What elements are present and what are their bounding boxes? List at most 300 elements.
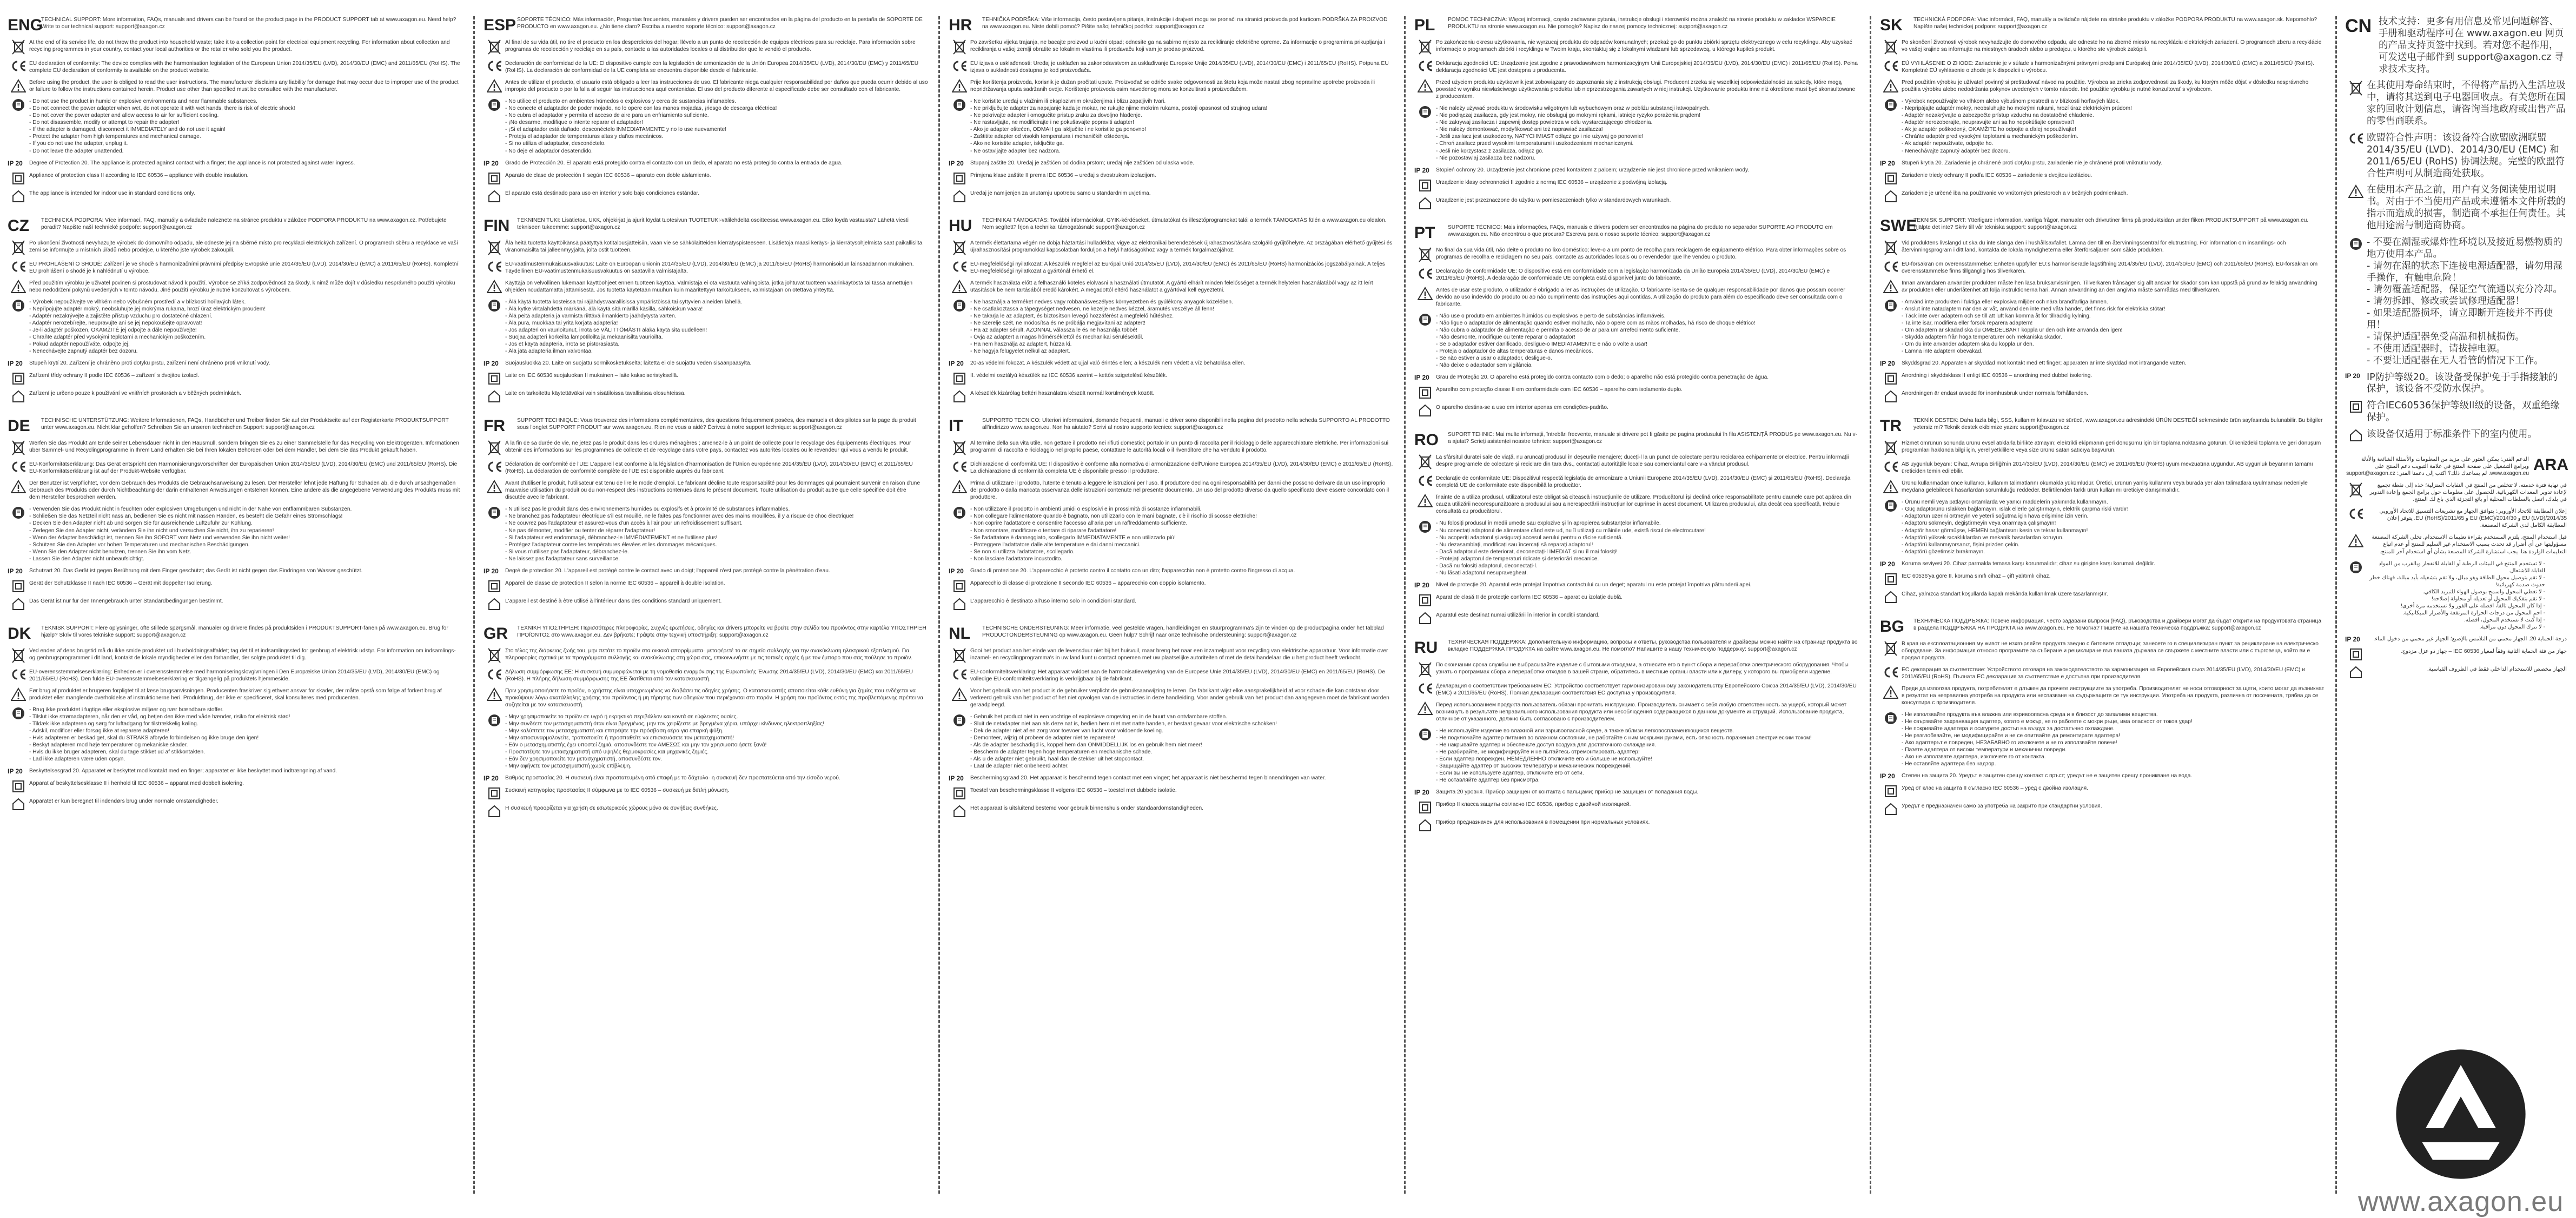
recycling-text: Gooi het product aan het einde van de levensduur niet bij het huisvuil, maar breng het naar een inzamelpunt voor recycling van elektrische apparatuur. Voor informatie over inzamel- en recyclingprogramma's in uw land kunt u contact opnemen met uw plaatselijke autoriteiten of met de detailhandelaar die u het product heeft verkocht. [970,647,1388,661]
column-4 [1414,16,1859,846]
manual-icon [8,299,29,313]
safety-list-item: - Výrobok nepoužívajte vo vlhkom alebo výbušnom prostredí a v blízkosti horľavých látok. [1902,98,2325,105]
section-row [8,687,462,701]
indoor-text: L'appareil est destiné à être utilisé à l'intérieur dans des conditions standard uniquement. [505,598,722,604]
safety-list-item: - Не используйте изделие во влажной или взрывоопасной среде, а также вблизи легковоспламеняющихся веществ. [1436,727,1859,734]
class-text: Gerät der Schutzklasse II nach IEC 60536 – Gerät mit doppelter Isolierung. [29,580,213,586]
safety-list-item: - Non coprire l'adattatore e consentire l'accesso all'aria per un raffreddamento sufficiente. [970,520,1393,527]
section-row [1414,475,1859,489]
safety-list-item: - لا تترك المحول دون مراقبة. [2367,624,2545,631]
safety-list-item: - ¡No desarme, modifique o intente reparar el adaptador! [505,119,928,126]
ip-row [949,567,1393,575]
class-text: Aparat de clasă II de protecție conform IEC 60536 – aparat cu izolație dublă. [1436,594,1623,600]
safety-list-item: - Älä jätä adapteria ilman valvontaa. [505,348,928,355]
section-row [484,580,928,593]
safety-list-item: - Μην χρησιμοποιείτε το προϊόν σε υγρό ή εκρηκτικό περιβάλλον και κοντά σε εύφλεκτες ουσίες. [505,713,928,720]
safety-list-item: - Ak adaptér nepoužívate, odpojte ho. [1902,140,2325,147]
weee-bin-icon [2345,482,2367,498]
safety-list-item: - No conecte el adaptador de poder mojado, no lo opere con las manos mojadas, ¡riesgo de descarga eléctrica! [505,105,928,112]
indoor-text: Urządzenie jest przeznaczone do użytku w pomieszczeniach tylko w standardowych warunkach. [1436,197,1671,203]
class-text: Laite on IEC 60536 suojaluokan II mukainen – laite kaksoiseristyksellä. [505,373,678,379]
section-row [484,805,928,818]
section-row [1414,594,1859,607]
ip20-icon: IP 20 [2345,372,2360,380]
safety-list [29,506,462,562]
warning-triangle-icon [2345,534,2367,548]
section-row [949,580,1393,593]
language-section-ro [1414,431,1859,625]
safety-list-row [949,506,1393,562]
ce-mark-icon [8,461,29,473]
recycling-text: At the end of its service life, do not throw the product into household waste; take it to a collection point for electrical equipment recycling. For information about collection and recycling programmes in your country, contact your local authorities or the retailer who sold you the product. [29,39,450,53]
ip-text: IP防护等级20。该设备受保护免于手指接触的保护，该设备不受防水保护。 [2367,372,2558,395]
class-text: Уред от клас на защита II съгласно IEC 60536 – уред с двойна изолация. [1902,785,2088,792]
manual-icon [1880,499,1902,513]
class-ii-icon [1414,801,1436,814]
section-row [484,39,928,55]
ip-row [484,775,928,782]
safety-list-item: - Protejați adaptorul de temperaturi ridicate și deteriorări mecanice. [1436,555,1859,562]
safety-list-item: - Не използвайте продукта във влажна или взривоопасна среда и в близост до запалими вещества. [1902,711,2325,718]
safety-list-item: - Do not cover the power adapter and allow access to air for sufficient cooling. [29,112,462,119]
axagon-logo [2390,1044,2531,1184]
class-text: Apparat af beskyttelsesklasse II i henhold til IEC 60536 – apparat med dobbelt isolering. [29,780,244,787]
section-row [1880,390,2325,403]
indoor-house-icon [1414,197,1436,210]
weee-bin-icon [1414,247,1436,263]
website-url: www.axagon.eu [2358,1186,2564,1217]
indoor-text: Laite on tarkoitettu käytettäväksi vain sisätiloissa tavallisissa olosuhteissa. [505,390,686,397]
ip-row [484,360,928,367]
safety-list-row [949,98,1393,154]
safety-list-row [1880,98,2325,154]
section-row [949,60,1393,74]
safety-list-item: - Ne branchez pas l'adaptateur électrique s'il est mouillé, ne le faites pas fonctionner avec des mains mouillées, il y a risque de choc électrique! [505,513,928,520]
section-row [8,798,462,811]
section-row [2345,482,2567,503]
recycling-text: No final da sua vida útil, não deite o produto no lixo doméstico; leve-o a um ponto de recolha para reciclagem de equipamento elétrico. Para obter informações sobre os programas de recolha e reciclagem no seu país, contacte as autoridades locais ou o revendedor que lhe vendeu o produto. [1436,247,1846,260]
section-row [2345,508,2567,529]
safety-list-item: - Do not connect the power adapter when wet, do not operate it with wet hands, there is risk of electric shock! [29,105,462,112]
weee-bin-icon [8,240,29,256]
indoor-house-icon [2345,429,2367,442]
manual-icon [8,706,29,720]
warning-triangle-icon [484,280,505,294]
safety-list-item: - Nie należy używać produktu w środowisku wilgotnym lub wybuchowym oraz w pobliżu substancji łatwopalnych. [1436,105,1859,112]
section-header [484,417,928,435]
section-header [1414,639,1859,657]
language-code: FIN [484,216,510,235]
safety-list-row [484,506,928,562]
safety-list-item: - Не накрывайте адаптер и обеспечьте доступ воздуха для достаточного охлаждения. [1436,742,1859,749]
safety-list-item: - Ne pokrivajte adapter i omogućite pristup zraku za dovoljno hlađenje. [970,112,1393,119]
conformity-text: EU izjava o usklađenosti: Uređaj je usklađen sa zakonodavstvom za usklađivanje Europske Unije 2014/35/EU (LVD), 2014/30/EU (EMC) i 2011/65/EU (RoHS). Potpuna EU izjava o sukladnosti dostupna je kod proizvođača. [970,61,1389,74]
ce-mark-icon [484,668,505,680]
language-section-bg [1880,618,2325,816]
safety-list-item: - Proteja o adaptador de altas temperaturas e danos mecânicos. [1436,348,1859,355]
section-row [949,461,1393,475]
safety-list-item: - Nu folosiți produsul în medii umede sau explozive și în apropierea substanțelor inflamabile. [1436,520,1859,527]
indoor-house-icon [1414,612,1436,625]
safety-list [29,98,462,154]
manual-icon [949,98,970,112]
ce-mark-icon [949,668,970,680]
indoor-text: Uređaj je namijenjen za unutarnju upotrebu samo u standardnim uvjetima. [970,190,1151,196]
safety-list-item: - Se não estiver a usar o adaptador, desligue-o. [1436,355,1859,362]
safety-list-item: - Ha nem használja az adaptert, húzza ki. [970,341,1393,348]
safety-list-item: - Adaptör hasar görmüşse, HEMEN bağlantısını kesin ve tekrar kullanmayın! [1902,527,2325,534]
safety-list-item: - No utilice el producto en ambientes húmedos o explosivos y cerca de sustancias inflamables. [505,98,928,105]
ce-mark-icon [8,261,29,273]
safety-list-item: - Nie należy demontować, modyfikować ani też naprawiać zasilacza! [1436,126,1859,133]
safety-list-item: - Lassen Sie den Adapter nicht unbeaufsichtigt. [29,555,462,562]
support-text: TECHNICKÁ PODPORA: Viac informácií, FAQ, manuály a ovládače nájdete na stránke produktu v záložke PODPORA PRODUKTU na www.axagon.sk. Nepomohlo? Napíšte našej technickej podpore: support@axagon.cz [1913,17,2317,30]
class-ii-icon [484,172,505,185]
safety-list-item: - Ne szerelje szét, ne módosítsa és ne próbálja megjavítani az adaptert! [970,320,1393,327]
safety-list-item: - Verwenden Sie das Produkt nicht in feuchten oder explosiven Umgebungen und nicht in der Nähe von entflammbaren Substanzen. [29,506,462,513]
safety-list [1902,711,2325,767]
safety-list [1902,499,2325,555]
section-row [8,580,462,593]
class-text: II. védelmi osztályú készülék az IEC 60536 szerint – kettős szigetelésű készülék. [970,373,1168,379]
support-text: TECHNICAL SUPPORT: More information, FAQs, manuals and drivers can be found on the product page in the PRODUCT SUPPORT tab at www.axagon.eu. Need help? Write to our technical support: support@axagon.cz [41,17,456,30]
class-ii-icon [1880,573,1902,586]
section-header [1880,618,2325,636]
section-row [8,461,462,475]
safety-list-item: - Ak je adaptér poškodený, OKAMŽITE ho odpojte a ďalej nepoužívajte! [1902,126,2325,133]
section-row [1880,60,2325,74]
manual-icon [1880,711,1902,725]
ce-mark-icon [1414,60,1436,72]
class-ii-icon [8,372,29,385]
ip-text: Skyddsgrad 20. Apparaten är skyddad mot kontakt med ett finger; apparaten är inte skyddad mot inträngande vatten. [1902,360,2187,367]
recycling-text: Al termine della sua vita utile, non gettare il prodotto nei rifiuti domestici; portalo in un punto di raccolta per il riciclaggio delle apparecchiature elettriche. Per informazioni sui programmi di raccolta e riciclaggio nel proprio paese, contattare le autorità locali o il rivenditore che ha venduto il prodotto. [970,440,1388,454]
column-6 [2345,16,2567,693]
class-ii-icon [8,172,29,185]
safety-list-item: - Älä peitä adapteria ja varmista riittävä ilmankierto jäähdytystä varten. [505,313,928,320]
safety-list-item: - Jeśli zasilacz jest uszkodzony, NATYCHMIAST odłącz go i nie używaj go ponownie! [1436,133,1859,140]
ip-text: Stupanj zaštite 20. Uređaj je zaštićen od dodira prstom; uređaj nije zaštićen od ulaska vode. [970,160,1194,166]
safety-list-row [1414,313,1859,369]
recycling-text: Al final de su vida útil, no tire el producto en los desperdicios del hogar; llévelo a un punto de recolección de equipos eléctricos para su reciclaje. Para información sobre programas de recolección y reciclaje en su país, contacte a las autoridades locales o al distribuidor que le vendió el producto. [505,39,916,53]
class-text: Appareil de classe de protection II selon la norme IEC 60536 – appareil à double isolation. [505,580,725,586]
section-row [1880,172,2325,185]
safety-list-item: - Se non si utilizza l'adattatore, scollegarlo. [970,548,1393,555]
safety-list-item: - Schützen Sie den Adapter vor hohen Temperaturen und mechanischen Beschädigungen. [29,541,462,548]
safety-list-row [949,713,1393,770]
section-row [2345,648,2567,661]
class-text: 符合IEC60536保护等级II级的设备，双重绝缘保护。 [2367,400,2560,423]
section-header [484,217,928,235]
language-code: ARA [2533,456,2568,474]
section-row [8,280,462,294]
safety-list-item: - Tildæk ikke adapteren og sørg for luftadgang for tilstrækkelig køling. [29,720,462,727]
safety-list-item: - Adaptörün üzerini örtmeyin ve yeterli soğutma için hava erişimine izin verin. [1902,513,2325,520]
safety-list-item: - Ne takarja le az adaptert, és biztosítson levegő hozzáférést a megfelelő hűtéshez. [970,313,1393,320]
manual-icon [1414,105,1436,119]
column-2 [484,16,928,832]
language-code: RU [1414,638,1438,657]
recycling-text: Po skončení životnosti výrobok nevyhadzujte do domového odpadu, ale odneste ho na zberné miesto na recykláciu elektrických zariadení. O programoch zberu a recyklácie vo vašej krajine sa informujte na miestnych úradoch alebo u predajcu, u ktorého ste výrobok zakúpili. [1902,39,2322,53]
ip20-icon: IP 20 [1880,159,1895,167]
manual-icon [484,98,505,112]
section-row [1880,261,2325,275]
recycling-text: A termék élettartama végén ne dobja háztartási hulladékba; vigye az elektronikai berendezések újrahasznosítására szolgáló gyűjtőhelyre. Az országában elérhető gyűjtési és újrahasznosítási programokkal kapcsolatban forduljon a helyi hatóságokhoz vagy a termék forgalmazójához. [970,240,1393,253]
ip-row [8,767,462,775]
safety-list-item: - Ако не използвате адаптера, изключете го от контакта. [1902,753,2325,760]
safety-list-item: - Ne koristite uređaj u vlažnim ili eksplozivnim okruženjima i blizu zapaljivih tvari. [970,98,1393,105]
safety-list-item: - 请保护适配器免受高温和机械损伤。 [2367,332,2567,343]
section-row [949,598,1393,611]
class-ii-icon [1880,785,1902,798]
section-row [949,261,1393,275]
ip-row [1414,167,1859,174]
safety-list-item: - Je-li adaptér poškozen, OKAMŽITĚ jej odpojte a dále nepoužívejte! [29,327,462,334]
ce-mark-icon [1880,261,1902,273]
section-row [1880,480,2325,494]
recycling-text: Älä heitä tuotetta käyttöikänsä päätyttyä kotitalousjätteisiin, vaan vie se sähkölaitteiden kierrätyspisteeseen. Lisätietoja maasi keräys- ja kierrätysohjelmista saat paikallisilta viranomaisilta tai jälleenmyyjältä, jolta ostit tuotteen. [505,240,923,253]
safety-list-item: - Älä kytke virtalähdettä märkänä, älä käytä sitä märillä käsillä, sähköiskun vaara! [505,306,928,313]
warning-triangle-icon [484,79,505,93]
ce-mark-icon [8,60,29,72]
safety-list-item: - Protect the adapter from high temperatures and mechanical damage. [29,133,462,140]
language-section-de [8,417,462,611]
warning-text: Înainte de a utiliza produsul, utilizatorul este obligat să citească instrucțiunile de utilizare. Producătorul își declină orice responsabilitate pentru daunele care pot apărea din cauza utilizării necorespunzătoare a produsului sau a nerespectării instrucțiunilor cuprinse în acest document. Utilizarea produsului, alta decât cea specificată, trebuie consultată cu producătorul. [1436,494,1851,515]
safety-list-item: - Si vous n'utilisez pas l'adaptateur, débranchez-le. [505,548,928,555]
safety-list-row [484,299,928,355]
safety-list-item: - 请勿覆盖适配器，保证空气流通以充分冷却。 [2367,284,2567,296]
section-row [1414,683,1859,697]
safety-list-item: - Ne csatlakoztassa a tápegységet nedvesen, ne kezelje nedves kézzel, áramütés veszélye áll fenn! [970,306,1393,313]
conformity-text: EU PROHLÁŠENÍ O SHODĚ: Zařízení je ve shodě s harmonizačními právními předpisy Evropské unie 2014/35/EU (LVD), 2014/30/EU (EMC) a 2011/65/EU (RoHS). Kompletní EU prohlášení o shodě je k nahlédnutí u výrobce. [29,261,459,274]
ip-row [1880,560,2325,568]
safety-list-item: - Wenn Sie den Adapter nicht benutzen, trennen Sie ihn vom Netz. [29,548,462,555]
section-row [1880,440,2325,456]
ip-text: Grado de Protección 20. El aparato está protegido contra el contacto con un dedo, el aparato no está protegido contra la entrada de agua. [505,160,843,166]
section-row [1414,801,1859,814]
recycling-text: Po zakończeniu okresu użytkowania, nie wyrzucaj produktu do odpadów komunalnych; przekaż go do punktu zbiórki sprzętu elektrycznego w celu recyklingu. Aby uzyskać informacje o programach zbiórki i recyklingu w Twoim kraju, skontaktuj się z lokalnymi władzami lub sprzedawcą, u którego kupiłeś produkt. [1436,39,1852,53]
safety-list-item: - Μην αποσυναρμολογείτε, τροποποιείτε ή προσπαθείτε να επισκευάσετε τον μετασχηματιστή! [505,734,928,742]
indoor-text: Het apparaat is uitsluitend bestemd voor gebruik binnenshuis onder standaardomstandigheden. [970,805,1203,812]
conformity-text: Declarație de conformitate UE: Dispozitivul respectă legislația de armonizare a Uniunii Europene 2014/35/EU (LVD), 2014/30/EU (EMC) și 2011/65/EU (RoHS). Declarația completă UE de conformitate este disponibilă la producător. [1436,475,1851,489]
safety-list-item: - Beskyt adapteren mod høje temperaturer og mekaniske skader. [29,742,462,749]
recycling-text: Po završetku vijeka trajanja, ne bacajte proizvod u kućni otpad; odnesite ga na sabirno mjesto za recikliranje električne opreme. Za informacije o programima prikupljanja i recikliranja u vašoj zemlji obratite se lokalnim vlastima ili prodavaču koji vam je prodao proizvod. [970,39,1385,53]
safety-list-item: - Älä käytä tuotetta kosteissa tai räjähdysvaarallisissa ympäristöissä tai syttyvien aineiden lähellä. [505,299,928,306]
safety-list-item: - Výrobek nepoužívejte ve vlhkém nebo výbušném prostředí a v blízkosti hořlavých látek. [29,299,462,306]
ip-row [8,567,462,575]
warning-text: Avant d'utiliser le produit, l'utilisateur est tenu de lire le mode d'emploi. Le fabricant décline toute responsabilité pour les dommages qui pourraient survenir en raison d'une mauvaise utilisation du produit ou du non-respect des instructions contenues dans le présent document. Toute utilisation du produit autre que celle spécifiée doit être discutée avec le fabricant. [505,480,920,501]
section-row [1414,179,1859,192]
section-row [1414,612,1859,625]
support-text: TECHNIKAI TÁMOGATÁS: További információkat, GYIK-kérdéseket, útmutatókat és illesztőprogramokat talál a termék TÁMOGATÁS fülén a www.axagon.eu oldalon. Nem segített? Írjon a technikai támogatásnak: support@axagon.cz [982,217,1387,230]
section-row [949,39,1393,55]
safety-list-item: - Do not use the product in humid or explosive environments and near flammable substances. [29,98,462,105]
ip-text: 20-as védelmi fokozat. A készülék védett az ujjal való érintés ellen; a készülék nem védett a víz behatolása ellen. [970,360,1246,367]
warning-triangle-icon [2345,184,2367,198]
section-header [1880,217,2325,235]
conformity-text: EU-megfelelőségi nyilatkozat: A készülék megfelel az Európai Unió 2014/35/EU (LVD), 2014/30/EU (EMC) és 2011/65/EU (RoHS) harmonizációs jogszabályainak. A teljes EU-megfelelőségi nyilatkozat a gyártónál érhető el. [970,261,1385,274]
safety-list-item: - Si l'adaptateur est endommagé, débranchez-le IMMÉDIATEMENT et ne l'utilisez plus! [505,534,928,541]
safety-list [970,299,1393,355]
section-header [949,16,1393,34]
ip-row [949,160,1393,167]
indoor-text: Zariadenie je určené iba na používanie vo vnútorných priestoroch a v bežných podmienkach. [1902,190,2128,196]
warning-triangle-icon [8,79,29,93]
section-row [1414,404,1859,417]
class-ii-icon [8,580,29,593]
class-ii-icon [484,580,505,593]
section-row [1414,454,1859,470]
class-ii-icon [1414,179,1436,192]
safety-list-item: - Пазете адаптера от високи температури и механични повреди. [1902,746,2325,753]
recycling-text: 在其使用寿命结束时，不得将产品扔入生活垃圾中，请将其送到电子电器回收点。有关您所在国家的回收计划信息，请咨询当地政府或出售产品的零售商联系。 [2367,80,2566,127]
ip-text: Schutzart 20. Das Gerät ist gegen Berührung mit dem Finger geschützt; das Gerät ist nicht gegen das Eindringen von Wasser geschützt. [29,567,363,574]
safety-list-row [8,506,462,562]
safety-list [2367,237,2567,367]
weee-bin-icon [949,647,970,664]
ce-mark-icon [949,461,970,473]
ip-row [1414,374,1859,381]
section-row [2345,534,2567,555]
language-section-tr [1880,417,2325,604]
language-code: IT [949,417,963,435]
section-row [1414,268,1859,282]
section-row [949,172,1393,185]
safety-list-item: - Не покривайте адаптера и осигурете достъп на въздух за достатъчно охлаждане. [1902,725,2325,732]
indoor-house-icon [8,598,29,611]
section-row [2345,429,2567,442]
safety-list-item: - Nu dezasamblați, modificați sau încercați să reparați adaptorul! [1436,541,1859,548]
safety-list-item: - Chraňte adaptér před vysokými teplotami a mechanickým poškozením. [29,334,462,341]
section-row [1414,494,1859,515]
manual-icon [8,98,29,112]
safety-list-item: - Demonteer, wijzig of probeer de adapter niet te repareren! [970,734,1393,742]
safety-list-item: - Wenn der Adapter beschädigt ist, trennen Sie ihn SOFORT vom Netz und verwenden Sie ihn nicht weiter! [29,534,462,541]
safety-list-item: - Adaptér nerozoberajte, neupravujte ani sa ho nepokúšajte opravovať! [1902,119,2325,126]
indoor-text: Das Gerät ist nur für den Innengebrauch unter Standardbedingungen bestimmt. [29,598,223,604]
language-code: PT [1414,223,1435,242]
safety-list-item: - Adaptörü gözetimsiz bırakmayın. [1902,548,2325,555]
safety-list [505,299,928,355]
safety-list-item: - لا تقم بتفكيك المحول أو تعديله أو محاولة إصلاحه! [2367,595,2545,603]
section-row [1414,197,1859,210]
column-3 [949,16,1393,832]
fold-line [1404,16,1406,1194]
language-section-sk [1880,16,2325,203]
warning-text: Antes de usar este produto, o utilizador é obrigado a ler as instruções de utilização. O fabricante isenta-se de qualquer responsabilidade por danos que possam ocorrer devido ao uso indevido do produto ou ao não cumprimento das instruções aqui contidas. A utilização do produto para além do especificado deve ser consultada com o fabricante. [1436,287,1845,307]
safety-list-item: - Защищайте адаптер от высоких температур и механических повреждений. [1436,763,1859,770]
conformity-text: Deklaracja zgodności UE: Urządzenie jest zgodne z prawodawstwem harmonizacyjnym Unii Europejskiej 2014/35/EU (LVD), 2014/30/EU (EMC) i 2011/65/EU (RoHS). Pełna deklaracja zgodności UE jest dostępna u producenta. [1436,61,1858,74]
safety-list-item: - Adaptér nezakrývejte a zajistěte přístup vzduchu pro dostatečné chlazení. [29,313,462,320]
safety-list-item: - Ако адаптерът е повреден, НЕЗАБАВНО го изключете и не го използвайте повече! [1902,739,2325,746]
indoor-house-icon [484,598,505,611]
ip-text: Grau de Proteção 20. O aparelho está protegido contra contacto com o dedo; o aparelho não está protegido contra penetração de água. [1436,374,1769,381]
conformity-text: Dichiarazione di conformità UE: Il dispositivo è conforme alla normativa di armonizzazione dell'Unione Europea 2014/35/EU (LVD), 2014/30/EU (EMC) e 2011/65/EU (RoHS). La dichiarazione di conformità completa UE è disponibile presso il produttore. [970,461,1393,475]
indoor-house-icon [1880,390,1902,403]
section-header [2345,16,2567,75]
support-text: TECHNISCHE UNTERSTÜTZUNG: Weitere Informationen, FAQs, Handbücher und Treiber finden Sie auf der Produktseite auf der Registerkarte PRODUKTSUPPORT unter www.axagon.eu. Nicht klar geholfen? Schreiben Sie an unseren technischen Support: support@axagon.cz [41,418,449,431]
indoor-text: Apparatet er kun beregnet til indendørs brug under normale omstændigheder. [29,798,218,805]
safety-list-item: - Als de adapter beschadigd is, koppel hem dan ONMIDDELLIJK los en gebruik hem niet meer! [970,742,1393,749]
ce-mark-icon [949,60,970,72]
safety-list-item: - Não desmonte, modifique ou tente reparar o adaptador! [1436,334,1859,341]
section-row [484,647,928,664]
safety-list-row [8,706,462,763]
section-row [1880,785,2325,798]
section-row [1414,819,1859,832]
warning-text: Innan användaren använder produkten måste hen läsa bruksanvisningen. Tillverkaren frånsäger sig allt ansvar för skador som kan uppstå på grund av felaktig användning av produkten eller underlåtenhet att följa instruktionerna häri. Annan användning än den angivna måste samrådas med tillverkaren. [1902,280,2317,293]
warning-text: Før brug af produktet er brugeren forpligtet til at læse brugsanvisningen. Producenten fraskriver sig ethvert ansvar for skader, der måtte opstå som følge af forkert brug af produktet eller manglende overholdelse af instruktionerne heri. Produktbrug, der ikke er specificeret, skal konsulteres med producenten. [29,687,442,701]
section-row [484,598,928,611]
column-1 [8,16,462,825]
ce-mark-icon [1414,268,1436,280]
indoor-house-icon [484,390,505,403]
indoor-house-icon [949,805,970,818]
language-section-cz [8,217,462,403]
safety-list-item: - Не подключайте адаптер питания во влажном состоянии, не работайте с ним мокрыми руками, есть опасность поражения электрическим током! [1436,734,1859,742]
recycling-text: В края на експлоатационния му живот не изхвърляйте продукта заедно с битовите отпадъци; занесете го в специализиран пункт за рециклиране на електрическо оборудване. За информация относно програмите за събиране и рециклиране във вашата държава се свържете с местните власти или с търговеца, който ви е продал продукта. [1902,640,2319,661]
safety-list-item: - N'utilisez pas le produit dans des environnements humides ou explosifs et à proximité de substances inflammables. [505,506,928,513]
safety-list-item: - لا تقم بتوصيل محول الطاقة وهو مبلل، ولا تقم بتشغيله بأيد مبللة، فهناك خطر حدوث صدمة كهربائية! [2367,574,2545,588]
support-text: TECHNISCHE ONDERSTEUNING: Meer informatie, veel gestelde vragen, handleidingen en stuurprogramma's zijn te vinden op de productpagina onder het tabblad PRODUCTONDERSTEUNING op www.axagon.eu. Geen hulp? Schrijf naar onze technische ondersteuning: support@axagon.cz [982,625,1384,638]
ce-mark-icon [1414,683,1436,694]
conformity-text: ЕС декларация за съответствие: Устройството отговаря на законодателството за хармонизация на Европейския съюз 2014/35/EU (LVD), 2014/30/EU (EMC) и 2011/65/EU (RoHS). Пълната ЕС декларация за съответствие е достъпна при производителя. [1902,666,2305,680]
safety-list-item: - Ne hagyja felügyelet nélkül az adaptert. [970,348,1393,355]
support-text: SOPORTE TÉCNICO: Más información, Preguntas frecuentes, manuales y drivers pueden ser encontrados en la página del producto en la pestaña de SOPORTE DE PRODUCTO en www.axagon.eu. ¿No tiene claro? Escriba a nuestro soporte técnico: support@axagon.cz [517,17,923,30]
section-row [1880,79,2325,93]
safety-list-item: - Se o adaptador estiver danificado, desligue-o IMEDIATAMENTE e não o volte a usar! [1436,341,1859,348]
language-section-fr [484,417,928,611]
ip20-icon: IP 20 [8,159,23,167]
section-header [484,16,928,34]
section-header [8,417,462,435]
section-header [8,217,462,235]
safety-list-item: - Не разбирайте, не модифицируйте и не пытайтесь отремонтировать адаптер! [1436,749,1859,756]
language-code: SK [1880,16,1903,34]
indoor-house-icon [1880,803,1902,816]
safety-list-item: - Non smontare, modificare o tentare di riparare l'adattatore! [970,527,1393,534]
indoor-text: Η συσκευή προορίζεται για χρήση σε εσωτερικούς χώρους μόνο σε συνήθεις συνθήκες. [505,805,718,812]
ip20-icon: IP 20 [484,159,499,167]
safety-list-item: - Adskil, modificer eller forsøg ikke at reparere adapteren! [29,727,462,734]
section-row [1880,372,2325,385]
manual-icon [484,713,505,727]
language-section-swe [1880,217,2325,403]
section-header [484,625,928,643]
section-header [1414,431,1859,449]
language-code: HR [949,16,972,34]
indoor-text: 该设备仅适用于标准条件下的室内使用。 [2367,429,2537,440]
ce-mark-icon [484,461,505,473]
safety-list-item: - Ne priključujte adapter za napajanje kada je mokar, ne rukujte njime mokrim rukama, postoji opasnost od strujnog udara! [970,105,1393,112]
weee-bin-icon [484,647,505,664]
safety-list-item: - Älä pura, muokkaa tai yritä korjata adapteria! [505,320,928,327]
indoor-house-icon [2345,666,2367,679]
indoor-text: Прибор предназначен для использования в помещении при нормальных условиях. [1436,819,1650,826]
ip20-icon: IP 20 [8,767,23,776]
safety-list-item: - Ha az adapter sérült, AZONNAL válassza le és ne használja többé! [970,327,1393,334]
ip-row [949,775,1393,782]
ce-mark-icon [1414,475,1436,487]
safety-list-item: - Adaptér nezakrývajte a zabezpečte prístup vzduchu na dostatočné chladenie. [1902,112,2325,119]
language-section-cn [2345,16,2567,442]
language-code: PL [1414,16,1435,34]
safety-list-item: - احمِ المحول من درجات الحرارة المرتفعة والأضرار الميكانيكية. [2367,610,2545,617]
section-row [1414,79,1859,100]
conformity-text: 欧盟符合性声明：该设备符合欧盟欧洲联盟 2014/35/EU (LVD)、2014/30/EU (EMC) 和 2011/65/EU (RoHS) 协调法规。完整的欧盟符合性声明可从制造商处获取。 [2367,132,2565,179]
safety-list-item: - No deje el adaptador desatendido. [505,148,928,155]
safety-list [1436,105,1859,161]
